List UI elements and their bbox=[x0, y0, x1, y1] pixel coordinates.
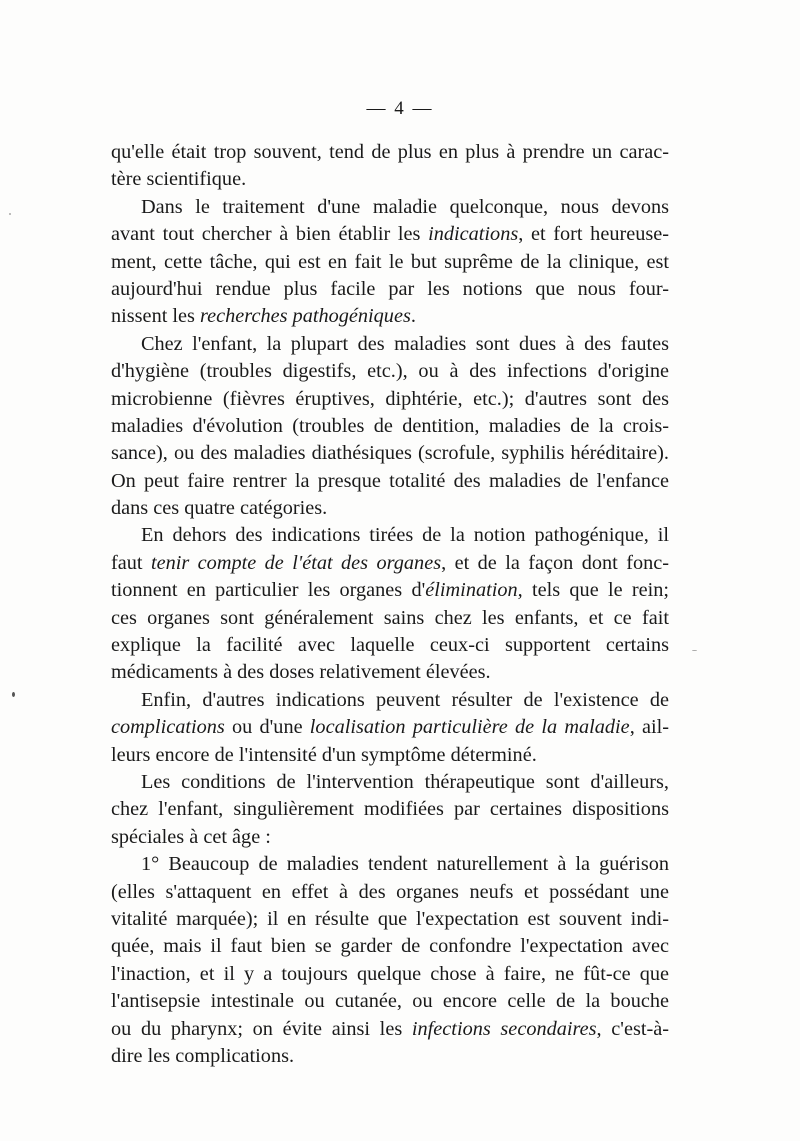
text-line bbox=[111, 550, 669, 577]
text-segment: l'antisepsie intestinale ou cutanée, ou encore celle de la bouche bbox=[111, 990, 669, 1013]
text-segment: aujourd'hui rendue plus facile par les notions que nous four- bbox=[111, 277, 669, 300]
text-line bbox=[111, 1043, 669, 1070]
text-line bbox=[111, 742, 669, 769]
scan-speck bbox=[12, 692, 15, 697]
italic-text-segment: élimination, bbox=[425, 579, 523, 602]
text-segment: spéciales à cet âge : bbox=[111, 825, 271, 848]
text-segment: Dans le traitement d'une maladie quelconque, nous devons bbox=[141, 195, 669, 218]
text-line bbox=[111, 249, 669, 276]
text-line bbox=[111, 303, 669, 330]
text-line bbox=[111, 1016, 669, 1043]
text-segment: tère scientifique. bbox=[111, 168, 247, 191]
text-line bbox=[111, 659, 669, 686]
body-text bbox=[111, 139, 669, 1070]
text-segment: explique la facilité avec laquelle ceux-ci supportent certains bbox=[111, 634, 669, 657]
text-segment: maladies d'évolution (troubles de dentition, maladies de la crois- bbox=[111, 414, 669, 437]
text-line bbox=[111, 276, 669, 303]
text-segment: tels que le rein; bbox=[522, 579, 670, 602]
text-line bbox=[111, 796, 669, 823]
text-line bbox=[111, 194, 669, 221]
text-segment: faut bbox=[111, 551, 151, 574]
text-segment: l'inaction, et il y a toujours quelque chose à faire, ne fût-ce que bbox=[111, 962, 669, 985]
text-line bbox=[111, 139, 669, 166]
text-segment: ces organes sont généralement sains chez les enfants, et ce fait bbox=[111, 606, 669, 629]
text-line bbox=[111, 687, 669, 714]
text-segment: ou d'une bbox=[224, 716, 310, 739]
text-segment: dire les complications. bbox=[111, 1044, 295, 1067]
text-line bbox=[111, 605, 669, 632]
text-line bbox=[111, 879, 669, 906]
text-line bbox=[111, 358, 669, 385]
text-line bbox=[111, 632, 669, 659]
text-segment: dans ces quatre catégories. bbox=[111, 497, 328, 520]
text-segment: chez l'enfant, singulièrement modifiées par certaines dispositions bbox=[111, 798, 669, 821]
text-segment: microbienne (fièvres éruptives, diphtérie, etc.); d'autres sont des bbox=[111, 387, 669, 410]
text-segment: , et de la façon dont fonc- bbox=[441, 551, 669, 574]
text-line bbox=[111, 413, 669, 440]
text-segment: (elles s'attaquent en effet à des organes neufs et possédant une bbox=[111, 880, 669, 903]
text-segment: , et fort heureuse- bbox=[518, 223, 670, 246]
text-line bbox=[111, 331, 669, 358]
text-segment: vitalité marquée); il en résulte que l'expectation est souvent indi- bbox=[111, 907, 669, 930]
text-segment: tionnent en particulier les organes d' bbox=[111, 579, 426, 602]
text-line bbox=[111, 221, 669, 248]
scan-speck bbox=[692, 650, 697, 651]
text-line bbox=[111, 468, 669, 495]
text-segment: Les conditions de l'intervention thérapeutique sont d'ailleurs, bbox=[141, 770, 669, 793]
text-segment: , ail- bbox=[629, 716, 669, 739]
text-segment: En dehors des indications tirées de la notion pathogénique, il bbox=[141, 524, 669, 547]
text-segment: médicaments à des doses relativement élevées. bbox=[111, 661, 491, 684]
text-segment: ment, cette tâche, qui est en fait le but suprême de la clinique, est bbox=[111, 250, 669, 273]
italic-text-segment: complications bbox=[111, 716, 225, 739]
text-segment: d'hygiène (troubles digestifs, etc.), ou à des infections d'origine bbox=[111, 360, 669, 383]
scan-speck bbox=[9, 213, 11, 215]
text-segment: avant tout chercher à bien établir les bbox=[111, 223, 429, 246]
italic-text-segment: indications bbox=[428, 223, 519, 246]
text-line bbox=[111, 769, 669, 796]
text-segment: sance), ou des maladies diathésiques (scrofule, syphilis héréditaire). bbox=[111, 442, 669, 465]
text-line bbox=[111, 440, 669, 467]
text-segment: leurs encore de l'intensité d'un symptôme déterminé. bbox=[111, 743, 537, 766]
text-line bbox=[111, 166, 669, 193]
page-number: — 4 — bbox=[366, 98, 434, 119]
text-line bbox=[111, 906, 669, 933]
italic-text-segment: localisation particulière de la maladie bbox=[309, 716, 630, 739]
text-segment: quée, mais il faut bien se garder de confondre l'expectation avec bbox=[111, 935, 669, 958]
italic-text-segment: recherches pathogéniques bbox=[200, 305, 411, 328]
italic-text-segment: infections secondaires bbox=[411, 1017, 597, 1040]
text-segment: qu'elle était trop souvent, tend de plus en plus à prendre un carac- bbox=[111, 141, 669, 163]
text-segment: ou du pharynx; on évite ainsi les bbox=[111, 1017, 412, 1040]
text-line bbox=[111, 933, 669, 960]
text-segment: Enfin, d'autres indications peuvent résulter de l'existence de bbox=[141, 688, 669, 711]
text-segment: nissent les bbox=[111, 305, 201, 328]
text-segment: , c'est-à- bbox=[596, 1017, 669, 1040]
text-line bbox=[111, 851, 669, 878]
text-line bbox=[111, 714, 669, 741]
text-line bbox=[111, 386, 669, 413]
text-line bbox=[111, 824, 669, 851]
text-segment: . bbox=[410, 305, 416, 328]
text-line bbox=[111, 577, 669, 604]
italic-text-segment: tenir compte de l'état des organes bbox=[150, 551, 442, 574]
text-segment: Chez l'enfant, la plupart des maladies sont dues à des fautes bbox=[141, 332, 669, 355]
text-line bbox=[111, 988, 669, 1015]
text-segment: On peut faire rentrer la presque totalité des maladies de l'enfance bbox=[111, 469, 669, 492]
text-line bbox=[111, 495, 669, 522]
text-line bbox=[111, 522, 669, 549]
text-line bbox=[111, 961, 669, 988]
text-segment: 1° Beaucoup de maladies tendent naturellement à la guérison bbox=[141, 853, 669, 876]
